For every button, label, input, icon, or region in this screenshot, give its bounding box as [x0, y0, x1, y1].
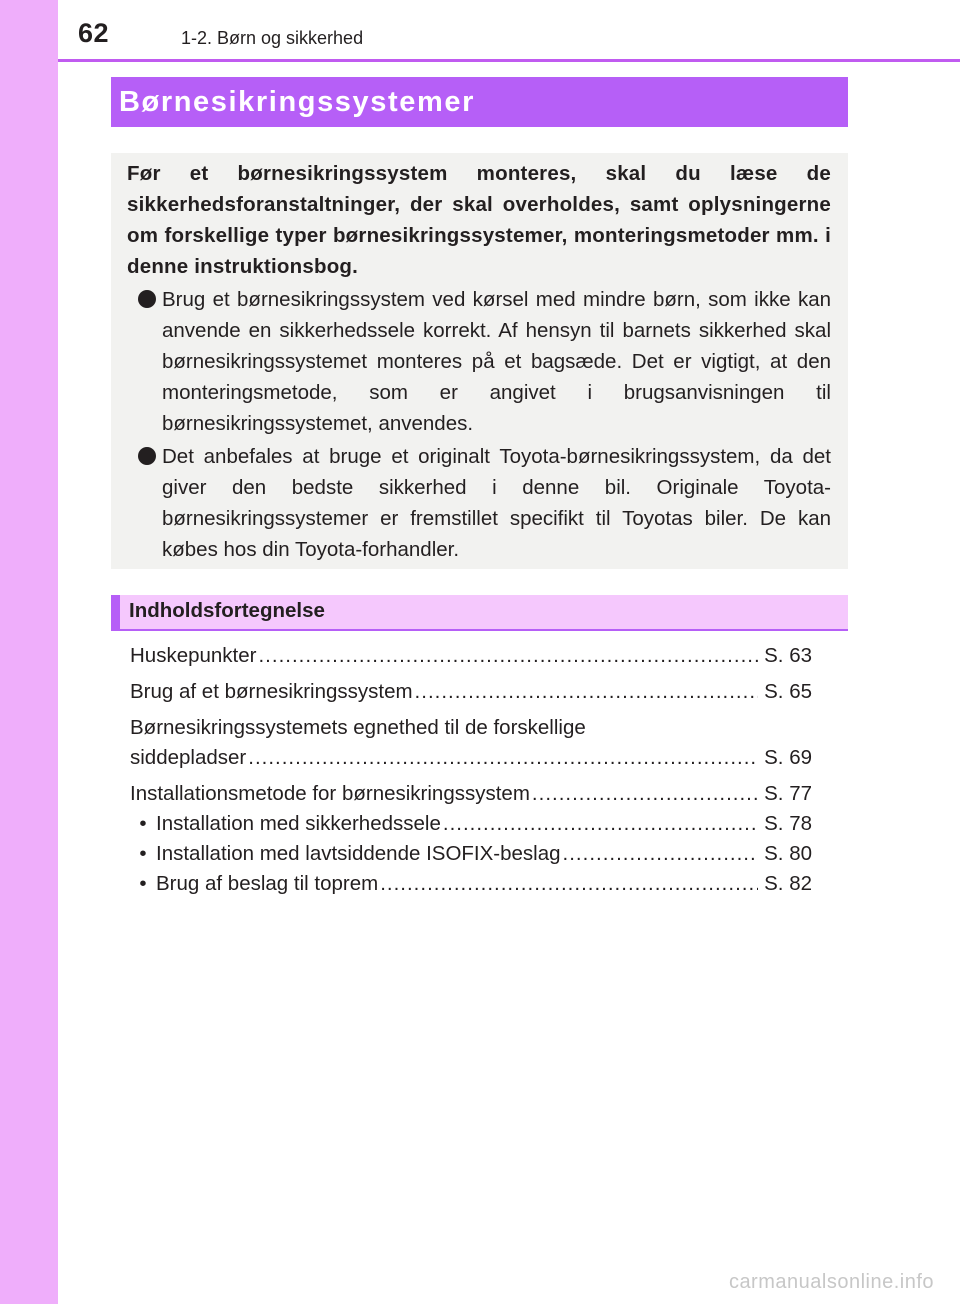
toc-sub-entry-label: • Brug af beslag til toprem	[130, 869, 378, 899]
intro-bullet	[127, 284, 831, 439]
toc-sub-entry-page: S. 82	[764, 872, 812, 895]
toc-entry-page: S. 77	[764, 782, 812, 805]
intro-lead: Før et børnesikringssystem monteres, skal du læse de sikkerhedsforanstaltninger, der skal overholdes, samt oplysningerne om forskellige typer børnesikringssystemer, monteringsmetoder mm. i denne instruktionsbog.	[127, 162, 831, 278]
toc-leader	[563, 839, 759, 869]
toc-entry-label: Installationsmetode for børnesikringssystem	[130, 782, 530, 805]
toc-entry[interactable]	[130, 779, 812, 809]
toc-entry-label: siddepladser	[130, 746, 247, 769]
toc-entry[interactable]	[130, 641, 812, 671]
toc-leader	[248, 743, 758, 773]
bullet-dot-icon	[138, 447, 156, 465]
page-number: 62	[78, 18, 110, 48]
toc-leader	[532, 779, 758, 809]
toc-sub-entry[interactable]	[130, 809, 812, 839]
toc-sub-entry[interactable]	[130, 839, 812, 869]
toc-entry-label: Huskepunkter	[130, 644, 257, 667]
intro-bullet-text: Brug et børnesikringssystem ved kørsel med mindre børn, som ikke kan anvende en sikkerhedssele korrekt. Af hensyn til barnets sikkerhed skal børnesikringssystemet monteres på et bagsæde. Det er vigtigt, at den monteringsmetode, som er angivet i brugsanvisningen til børnesikringssystemet, anvendes.	[162, 288, 831, 435]
toc-leader	[443, 809, 758, 839]
toc-sub-entry-label: • Installation med lavtsiddende ISOFIX-beslag	[130, 839, 561, 869]
toc-sub-entry-page: S. 78	[764, 812, 812, 835]
page-title: Børnesikringssystemer	[119, 85, 475, 118]
toc-sub-entry[interactable]	[130, 869, 812, 899]
toc-leader	[380, 869, 758, 899]
toc-sub-entry-label: • Installation med sikkerhedssele	[130, 809, 441, 839]
toc-entry[interactable]	[130, 677, 812, 707]
watermark: carmanualsonline.info	[728, 1271, 934, 1293]
side-bar	[0, 0, 58, 1304]
intro-bullet	[127, 441, 831, 565]
toc-leader	[415, 677, 759, 707]
section-label: 1-2. Børn og sikkerhed	[181, 28, 364, 48]
toc-sub-entry-page: S. 80	[764, 842, 812, 865]
bullet-dot-icon	[138, 290, 156, 308]
table-of-contents	[130, 641, 812, 899]
toc-title: Indholdsfortegnelse	[129, 599, 325, 622]
toc-entry-page: S. 65	[764, 680, 812, 703]
toc-entry[interactable]	[130, 713, 812, 773]
toc-header	[111, 595, 848, 631]
toc-leader	[258, 641, 758, 671]
title-banner	[111, 77, 848, 127]
toc-entry-page: S. 69	[764, 746, 812, 769]
header-rule	[58, 59, 960, 62]
intro-bullet-text: Det anbefales at bruge et originalt Toyota-børnesikringssystem, da det giver den bedste sikkerhed i denne bil. Originale Toyota-børnesikringssystemer er fremstillet specifikt til Toyotas biler. De kan købes hos din Toyota-forhandler.	[162, 445, 831, 561]
intro-box	[111, 153, 848, 569]
toc-entry-page: S. 63	[764, 644, 812, 667]
toc-entry-label: Brug af et børnesikringssystem	[130, 680, 413, 703]
toc-entry-label-line1: Børnesikringssystemets egnethed til de forskellige	[130, 716, 586, 739]
